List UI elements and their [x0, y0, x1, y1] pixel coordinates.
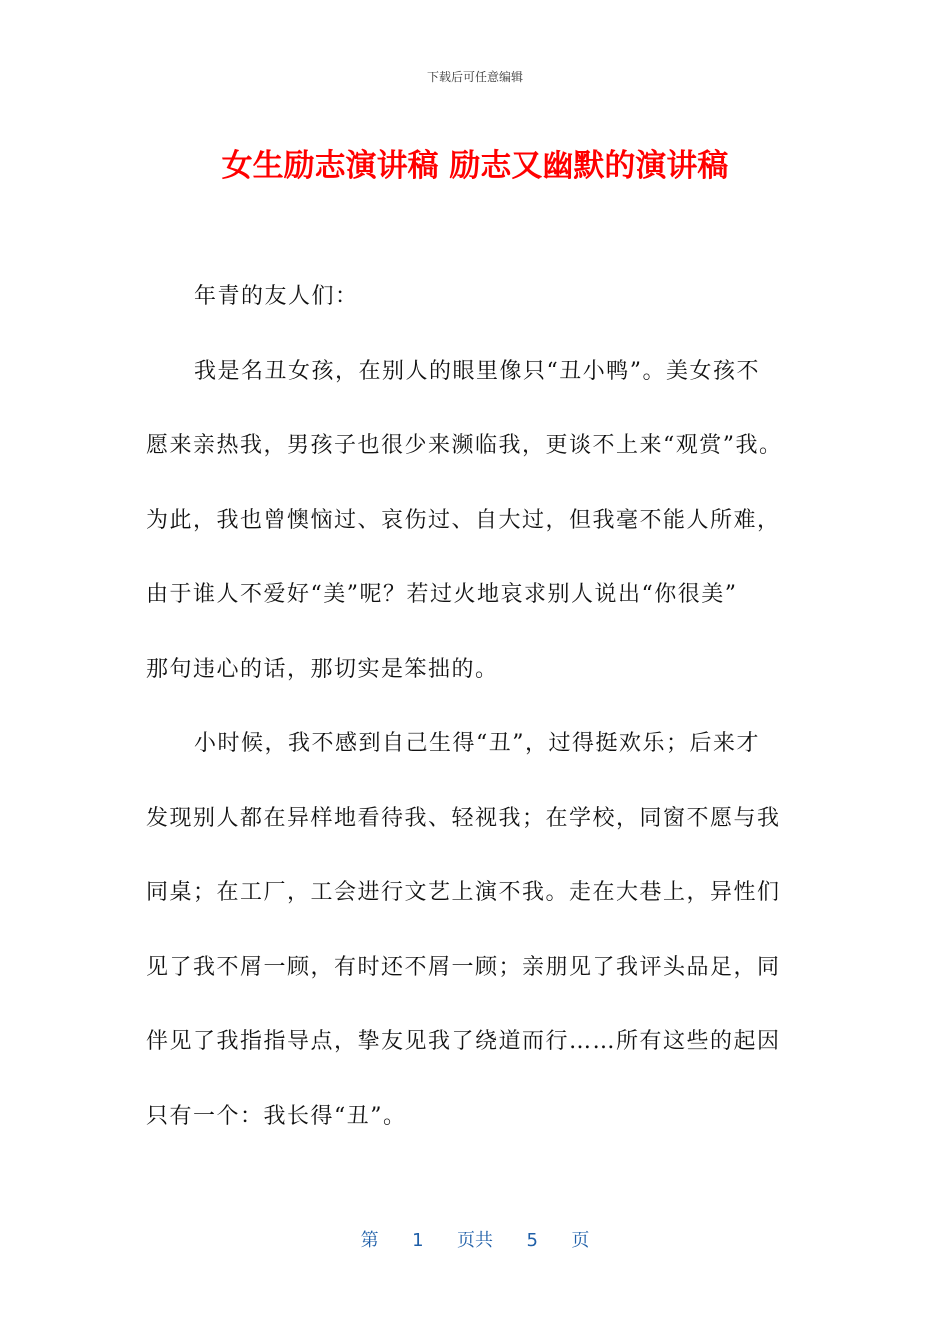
- body-line: 我是名丑女孩，在别人的眼里像只“丑小鸭”。美女孩不: [194, 358, 760, 384]
- body-line: 为此，我也曾懊恼过、哀伤过、自大过，但我毫不能人所难，: [146, 507, 781, 533]
- body-line: 由于谁人不爱好“美”呢？若过火地哀求别人说出“你很美”: [146, 582, 738, 607]
- body-line: 那句违心的话，那切实是笨拙的。: [146, 656, 499, 682]
- body-line: 发现别人都在异样地看待我、轻视我；在学校，同窗不愿与我: [146, 805, 781, 831]
- body-line: 小时候，我不感到自己生得“丑”，过得挺欢乐；后来才: [194, 731, 760, 756]
- document-title: 女生励志演讲稿 励志又幽默的演讲稿: [221, 148, 729, 184]
- document-body: [146, 260, 816, 1154]
- body-line-greeting: 年青的友人们：: [194, 284, 359, 309]
- body-line: 只有一个：我长得“丑”。: [146, 1103, 407, 1129]
- body-line: 伴见了我指指导点，挚友见我了绕道而行……所有这些的起因: [146, 1029, 781, 1054]
- footer-page-total: 5: [526, 1230, 538, 1251]
- header-note: 下载后可任意编辑: [426, 70, 523, 84]
- footer-page-number: 1: [412, 1230, 424, 1251]
- body-line: 见了我不屑一顾，有时还不屑一顾；亲朋见了我评头品足，同: [146, 954, 781, 980]
- body-line: 愿来亲热我，男孩子也很少来濒临我，更谈不上来“观赏”我。: [146, 433, 783, 458]
- footer-page-prefix: 第: [360, 1230, 379, 1251]
- body-line: 同桌；在工厂，工会进行文艺上演不我。走在大巷上，异性们: [146, 880, 781, 905]
- footer-page-middle: 页共: [457, 1230, 493, 1251]
- footer-page-suffix: 页: [571, 1230, 590, 1251]
- page-footer: [0, 1226, 950, 1252]
